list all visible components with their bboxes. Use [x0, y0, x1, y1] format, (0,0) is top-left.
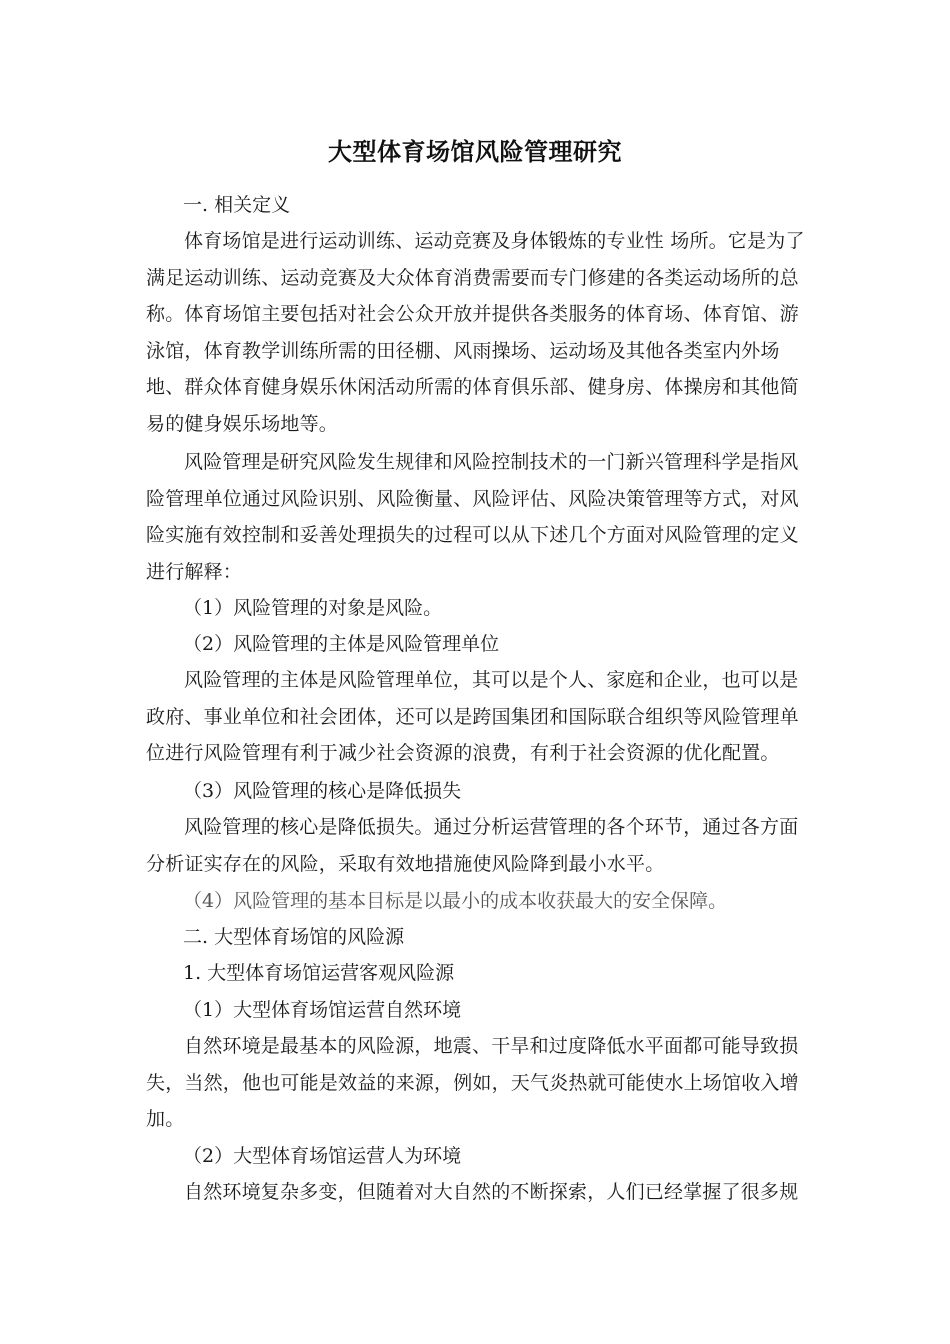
- paragraph-core: 风险管理的核心是降低损失。通过分析运营管理的各个环节，通过各方面分析证实存在的风险，采取有效地措施使风险降到最小水平。: [146, 816, 799, 875]
- section-heading-1: 一. 相关定义: [183, 194, 291, 216]
- paragraph-human-environment: 自然环境复杂多变，但随着对大自然的不断探索，人们已经掌握了很多规: [184, 1181, 799, 1203]
- paragraph-subject: 风险管理的主体是风险管理单位，其可以是个人、家庭和企业，也可以是政府、事业单位和社会团体，还可以是跨国集团和国际联合组织等风险管理单位进行风险管理有利于减少社会资源的浪费，有利于社会资源的优化配置。: [146, 669, 799, 765]
- list-item-4: （4）风险管理的基本目标是以最小的成本收获最大的安全保障。: [183, 890, 728, 912]
- list-item-2: （2）风险管理的主体是风险管理单位: [183, 633, 500, 655]
- list-item-5: （1）大型体育场馆运营自然环境: [183, 999, 462, 1021]
- section-heading-2: 二. 大型体育场馆的风险源: [183, 926, 405, 948]
- list-item-3: （3）风险管理的核心是降低损失: [183, 780, 462, 802]
- paragraph-risk-management-definition: 风险管理是研究风险发生规律和风险控制技术的一门新兴管理科学是指风险管理单位通过风险识别、风险衡量、风险评估、风险决策管理等方式，对风险实施有效控制和妥善处理损失的过程可以从下述几个方面对风险管理的定义进行解释：: [146, 451, 799, 583]
- list-item-1: （1）风险管理的对象是风险。: [183, 597, 443, 619]
- paragraph-natural-environment: 自然环境是最基本的风险源，地震、干旱和过度降低水平面都可能导致损失，当然，他也可能是效益的来源，例如，天气炎热就可能使水上场馆收入增加。: [146, 1035, 799, 1131]
- document-title: 大型体育场馆风险管理研究: [328, 137, 622, 166]
- paragraph-venue-definition: 体育场馆是进行运动训练、运动竞赛及身体锻炼的专业性 场所。它是为了满足运动训练、运动竞赛及大众体育消费需要而专门修建的各类运动场所的总称。体育场馆主要包括对社会公众开放并提供各类服务的体育场、体育馆、游泳馆，体育教学训练所需的田径棚、风雨操场、运动场及其他各类室内外场地、群众体育健身娱乐休闲活动所需的体育俱乐部、健身房、体操房和其他简易的健身娱乐场地等。: [146, 230, 805, 435]
- subsection-heading-1: 1. 大型体育场馆运营客观风险源: [183, 962, 455, 984]
- list-item-6: （2）大型体育场馆运营人为环境: [183, 1145, 462, 1167]
